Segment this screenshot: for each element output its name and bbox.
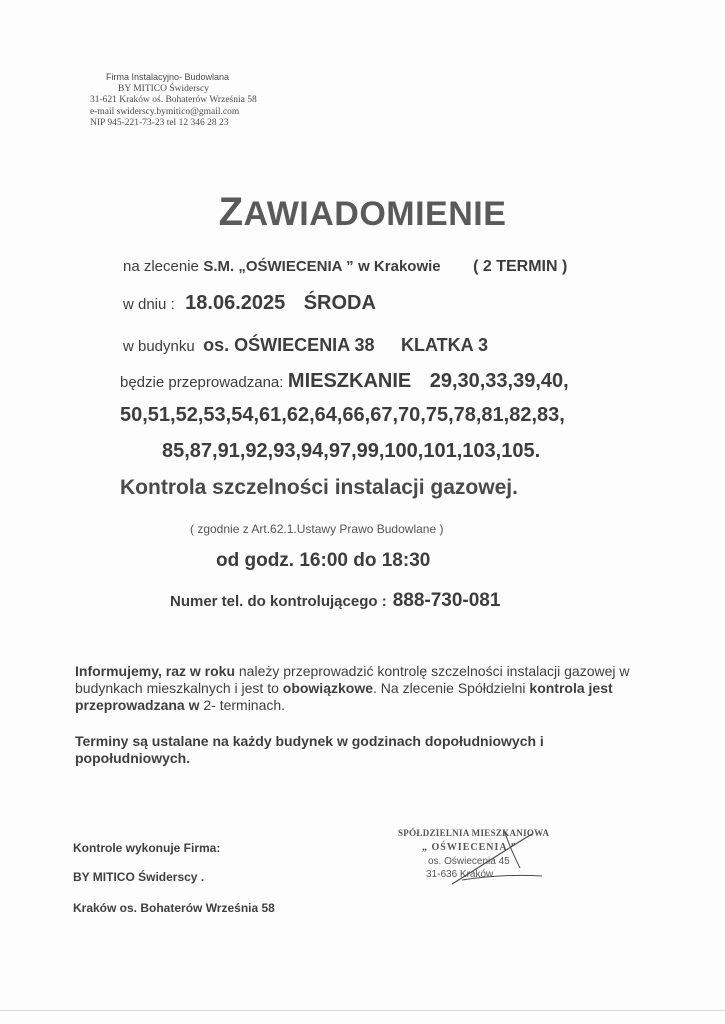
action-label: będzie przeprowadzana: [120,374,284,391]
staircase: KLATKA 3 [401,335,488,355]
page-title [0,190,725,235]
info-p1-a: Informujemy, raz w roku [75,663,235,679]
termin-badge: ( 2 TERMIN ) [473,258,568,275]
building-label: w budynku [123,338,195,355]
building-value: os. OŚWIECENIA 38 [203,335,375,355]
date-value: 18.06.2025 [185,292,286,314]
order-line [123,258,567,276]
phone-line [170,590,500,612]
stamp-line-3: os. Oświecenia 45 [428,856,510,867]
title-rest: AWIADOMIENIE [243,195,507,233]
info-p1-d: . Na zlecenie Spółdzielni [373,680,530,696]
building-line [123,335,488,356]
footer-line-3: Kraków os. Bohaterów Września 58 [73,901,275,915]
order-client: S.M. „OŚWIECENIA ” [203,258,354,275]
info-paragraph-1 [75,663,645,714]
apartments-line-1: 29,30,33,39,40, [429,370,569,392]
date-label: w dniu : [123,296,175,313]
page-edge [0,1010,725,1011]
company-address: 31-621 Kraków oś. Bohaterów Września 58 [90,95,257,105]
order-city: w Krakowie [358,258,441,275]
apartments-line-2: 50,51,52,53,54,61,62,64,66,67,70,75,78,81,82,83, [120,404,565,426]
footer-line-2: BY MITICO Świderscy . [73,870,205,884]
legal-basis: ( zgodnie z Art.62.1.Ustawy Prawo Budowlane ) [190,522,444,536]
order-prefix: na zlecenie [123,258,199,275]
cooperative-stamp [392,822,572,892]
phone-label: Numer tel. do kontrolującego : [170,593,387,610]
date-line [123,292,376,315]
action-line [120,370,569,393]
weekday: ŚRODA [303,292,376,314]
info-p1-f: 2- terminach. [199,697,286,713]
apartments-line-3: 85,87,91,92,93,94,97,99,100,101,103,105. [162,440,541,462]
apartments-label: MIESZKANIE [287,370,412,392]
subject: Kontrola szczelności instalacji gazowej. [120,476,518,499]
footer-line-1: Kontrole wykonuje Firma: [73,841,221,855]
company-header [90,72,350,130]
info-paragraph-2: Terminy są ustalane na każdy budynek w godzinach dopołudniowych i popołudniowych. [75,733,544,766]
company-email: e-mail swiderscy.bymitico@gmail.com [90,106,240,117]
company-name: Firma Instalacyjno- Budowlana [106,72,230,82]
hours: od godz. 16:00 do 18:30 [216,550,431,571]
info-p1-c: obowiązkowe [282,680,373,696]
company-nip: NIP 945-221-73-23 tel 12 346 28 23 [90,118,229,128]
phone-number: 888-730-081 [392,590,501,611]
title-initial: Z [218,190,244,234]
company-brand: BY MITICO Świderscy [118,83,209,94]
info-p1-b: należy przeprowadzić kontrolę szczelności instalacji gazowej w budynkach mieszkalnych i jest to [75,663,630,696]
info-p1-e: kontrola jest przeprowadzana w [75,680,613,713]
stamp-line-2: „ OŚWIECENIA ” [422,842,517,853]
stamp-line-4: 31-636 Kraków [426,869,494,880]
signature-icon [392,822,572,892]
stamp-line-1: SPÓŁDZIELNIA MIESZKANIOWA [398,828,550,838]
